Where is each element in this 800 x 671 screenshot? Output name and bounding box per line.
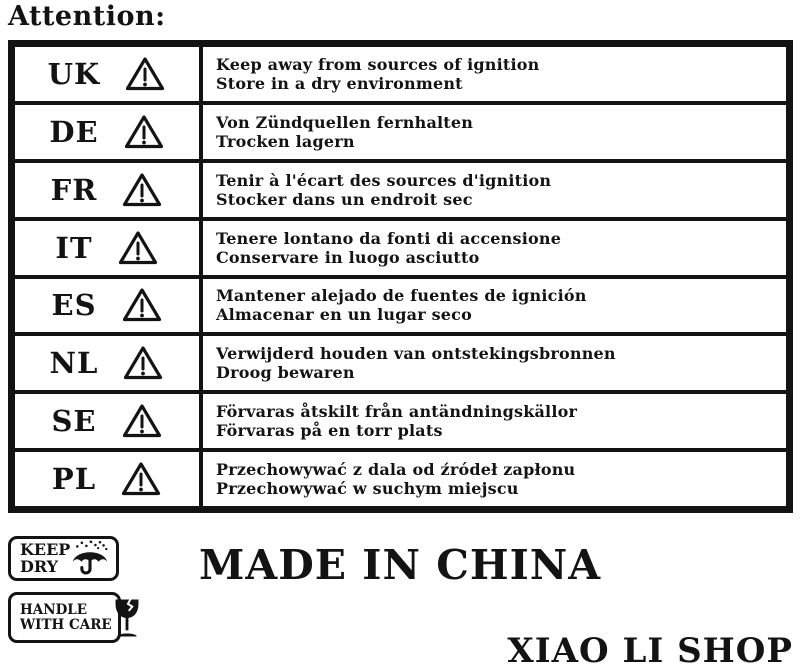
warning-line-1: Förvaras åtskilt från antändningskällor <box>216 402 578 422</box>
warning-text-cell <box>203 279 786 333</box>
language-cell <box>15 163 203 217</box>
warning-line-1: Mantener alejado de fuentes de ignición <box>216 286 587 306</box>
warning-line-1: Tenere lontano da fonti di accensione <box>216 228 562 248</box>
warning-triangle-icon <box>117 229 159 267</box>
language-cell <box>15 452 203 506</box>
table-row-fr <box>15 163 786 221</box>
warning-line-2: Przechowywać w suchym miejscu <box>216 479 519 499</box>
warning-text-cell <box>203 163 786 217</box>
handle-with-care-badge <box>8 592 121 643</box>
language-code: IT <box>55 230 93 265</box>
language-cell <box>15 221 203 275</box>
language-code: ES <box>51 288 97 323</box>
shop-name-text: XIAO LI SHOP <box>507 631 793 671</box>
language-code: PL <box>51 462 97 497</box>
table-row-uk <box>15 47 786 105</box>
warning-text-cell <box>203 452 786 506</box>
language-cell <box>15 47 203 101</box>
language-code: SE <box>51 404 97 439</box>
language-cell <box>15 336 203 390</box>
page-title: Attention: <box>8 1 166 32</box>
warning-line-1: Przechowywać z dala od źródeł zapłonu <box>216 460 576 480</box>
keep-dry-line-2: DRY <box>20 556 59 576</box>
warning-line-1: Verwijderd houden van ontstekingsbronnen <box>216 344 616 364</box>
warning-text-cell <box>203 105 786 159</box>
table-row-pl <box>15 452 786 506</box>
table-row-de <box>15 105 786 163</box>
handle-with-care-label <box>20 603 112 632</box>
warning-triangle-icon <box>121 286 163 324</box>
made-in-china-text: MADE IN CHINA <box>199 541 602 589</box>
keep-dry-label <box>20 539 71 576</box>
language-code: UK <box>47 56 101 91</box>
warning-text-cell <box>203 221 786 275</box>
warning-line-2: Stocker dans un endroit sec <box>216 189 473 209</box>
language-code: FR <box>50 172 98 207</box>
warning-triangle-icon <box>122 344 164 382</box>
warning-text-cell <box>203 394 786 448</box>
warning-line-2: Conservare in luogo asciutto <box>216 247 480 267</box>
language-cell <box>15 394 203 448</box>
language-cell <box>15 105 203 159</box>
warning-line-2: Förvaras på en torr plats <box>216 421 443 441</box>
warning-triangle-icon <box>123 113 165 151</box>
warning-line-2: Almacenar en un lugar seco <box>216 305 472 325</box>
warning-line-2: Store in a dry environment <box>216 73 463 93</box>
warning-triangle-icon <box>121 402 163 440</box>
keep-dry-badge <box>8 536 119 581</box>
warning-line-2: Droog bewaren <box>216 363 355 383</box>
table-row-se <box>15 394 786 452</box>
warning-line-1: Von Zündquellen fernhalten <box>216 112 474 132</box>
language-code: NL <box>49 346 99 381</box>
umbrella-rain-icon <box>70 540 110 578</box>
keep-dry-line-1: KEEP <box>20 539 71 559</box>
warning-line-1: Tenir à l'écart des sources d'ignition <box>216 170 552 190</box>
warning-text-cell <box>203 336 786 390</box>
warning-table <box>8 40 793 513</box>
warning-line-2: Trocken lagern <box>216 131 355 151</box>
warning-text-cell <box>203 47 786 101</box>
handle-line-2: WITH CARE <box>20 616 112 633</box>
table-row-es <box>15 279 786 337</box>
language-cell <box>15 279 203 333</box>
warning-triangle-icon <box>120 460 162 498</box>
table-row-nl <box>15 336 786 394</box>
warning-triangle-icon <box>124 55 166 93</box>
warning-line-1: Keep away from sources of ignition <box>216 54 540 74</box>
broken-glass-icon <box>112 597 142 639</box>
warning-triangle-icon <box>121 171 163 209</box>
language-code: DE <box>49 114 99 149</box>
handle-line-1: HANDLE <box>20 602 88 619</box>
table-row-it <box>15 221 786 279</box>
